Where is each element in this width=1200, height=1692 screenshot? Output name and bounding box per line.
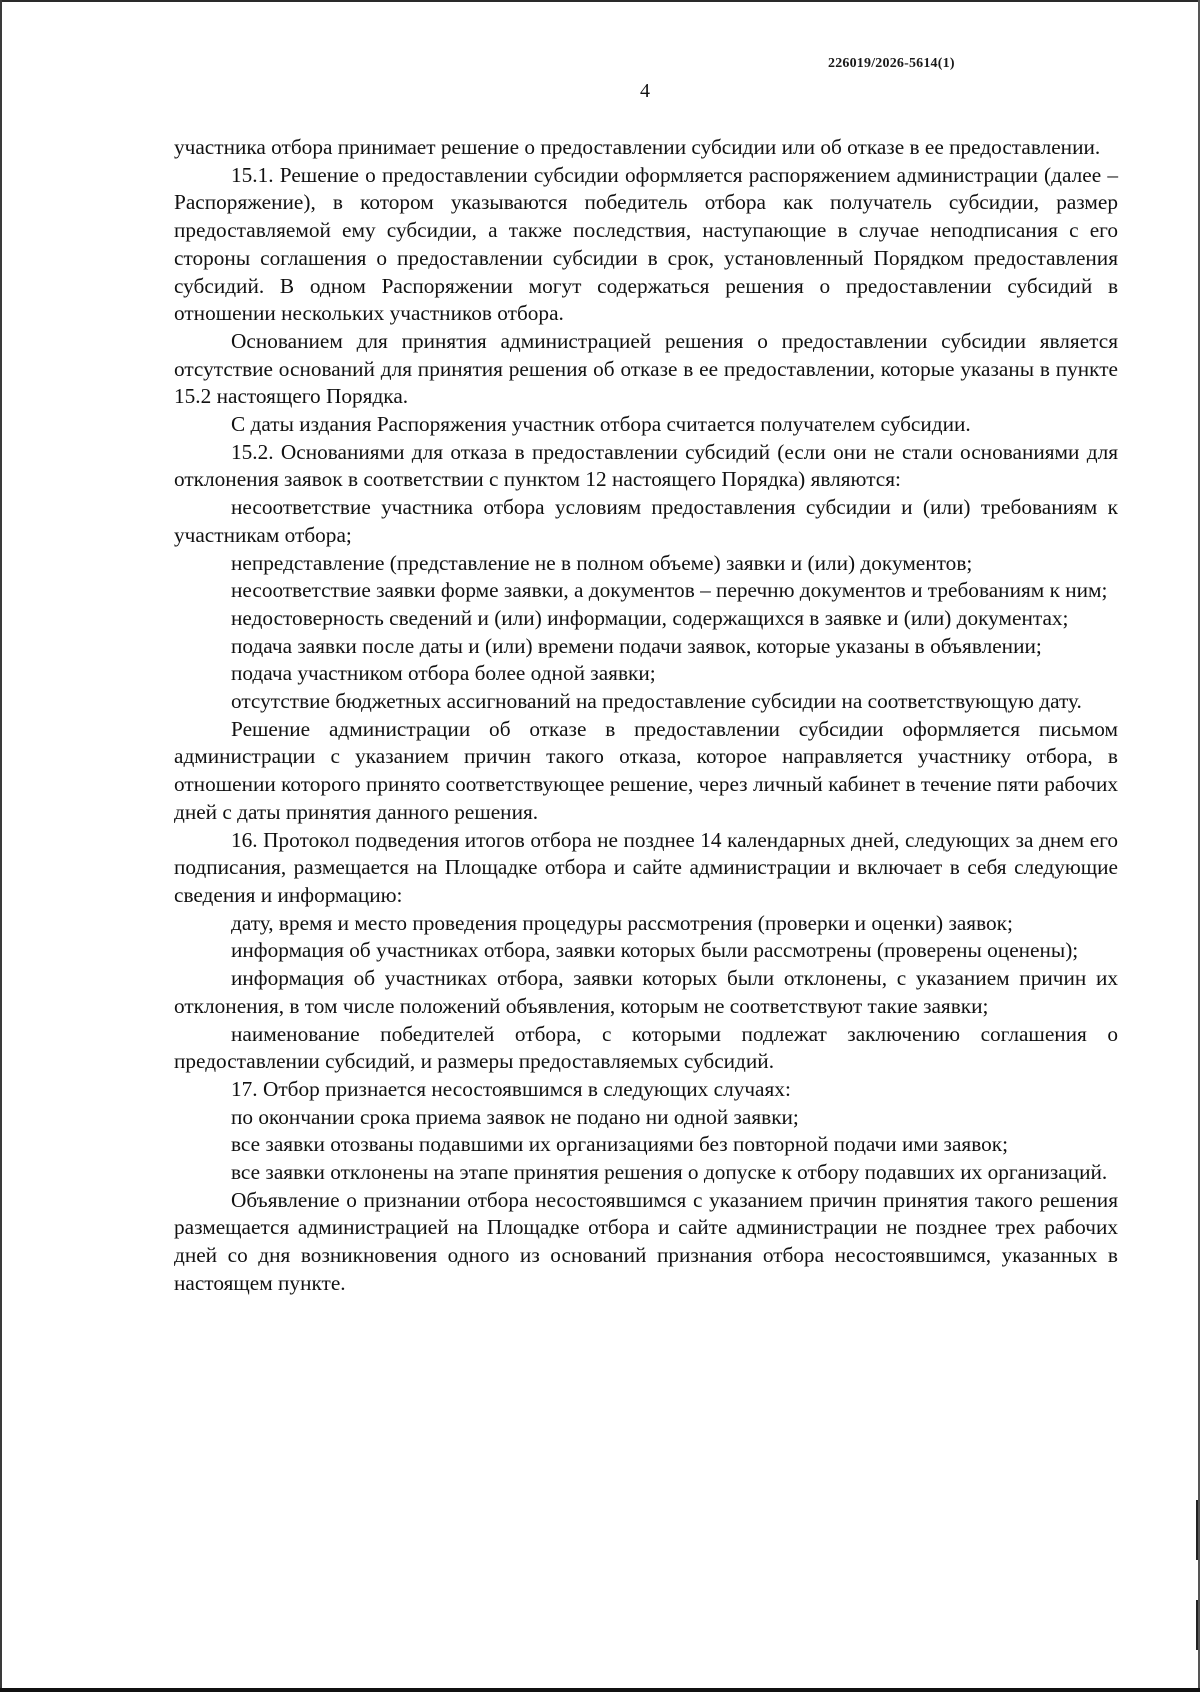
list-item: информация об участниках отбора, заявки которых были отклонены, с указанием причин их отклонения, в том числе положений объявления, которым не соответствуют такие заявки; (174, 966, 1118, 1018)
page-number: 4 (640, 80, 650, 102)
list-item: несоответствие заявки форме заявки, а документов – перечню документов и требованиям к ним; (231, 578, 1108, 603)
list-item: дату, время и место проведения процедуры рассмотрения (проверки и оценки) заявок; (231, 910, 1013, 935)
list-item: несоответствие участника отбора условиям предоставления субсидии и (или) требованиям к участникам отбора; (174, 495, 1118, 547)
list-item: информация об участниках отбора, заявки которых были рассмотрены (проверены оценены); (231, 938, 1079, 963)
paragraph: 16. Протокол подведения итогов отбора не позднее 14 календарных дней, следующих за днем его подписания, размещается на Площадке отбора и сайте администрации и включает в себя следующие сведения и информацию: (174, 827, 1118, 907)
list-item: все заявки отклонены на этапе принятия решения о допуске к отбору подавших их организаций. (231, 1160, 1108, 1185)
list-item: подача заявки после даты и (или) времени подачи заявок, которые указаны в объявлении; (231, 633, 1042, 658)
paragraph: участника отбора принимает решение о предоставлении субсидии или об отказе в ее предоставлении. (174, 135, 1101, 159)
list-item: непредставление (представление не в полном объеме) заявки и (или) документов; (231, 550, 973, 575)
scan-border-top (0, 0, 1200, 2)
document-body (174, 134, 1118, 1298)
list-item: все заявки отозваны подавшими их организациями без повторной подачи ими заявок; (231, 1132, 1009, 1157)
scan-border-left (0, 0, 2, 1692)
list-item: по окончании срока приема заявок не подано ни одной заявки; (231, 1104, 799, 1129)
paragraph: Объявление о признании отбора несостоявшимся с указанием причин принятия такого решения размещается администрацией на Площадке отбора и сайте администрации не позднее трех рабочих дней со дня возникновения одного из оснований признания отбора несостоявшимся, указанных в настоящем пункте. (174, 1187, 1118, 1295)
list-item: наименование победителей отбора, с которыми подлежат заключению соглашения о предоставлении субсидий, и размеры предоставляемых субсидий. (174, 1021, 1118, 1074)
document-id: 226019/2026-5614(1) (828, 56, 955, 71)
scan-border-bottom (0, 1688, 1200, 1692)
paragraph: 15.1. Решение о предоставлении субсидии оформляется распоряжением администрации (далее – Распоряжение), в котором указываются победитель отбора как получатель субсидии, размер предоставляемой ему субсидии, а также последствия, наступающие в случае неподписания с его стороны соглашения о предоставлении субсидии в срок, установленный Порядком предоставления субсидий. В одном Распоряжении могут содержаться решения о предоставлении субсидий в отношении нескольких участников отбора. (174, 162, 1118, 326)
scan-mark (1196, 1500, 1198, 1560)
list-item: отсутствие бюджетных ассигнований на предоставление субсидии на соответствующую дату. (231, 689, 1082, 714)
list-item: подача участником отбора более одной заявки; (231, 661, 656, 686)
paragraph: 15.2. Основаниями для отказа в предоставлении субсидий (если они не стали основаниями для отклонения заявок в соответствии с пунктом 12 настоящего Порядка) являются: (174, 439, 1118, 492)
paragraph: Основанием для принятия администрацией решения о предоставлении субсидии является отсутствие оснований для принятия решения об отказе в ее предоставлении, которые указаны в пункте 15.2 настоящего Порядка. (174, 328, 1118, 409)
paragraph: Решение администрации об отказе в предоставлении субсидии оформляется письмом администрации с указанием причин такого отказа, которое направляется участнику отбора, в отношении которого принято соответствующее решение, через личный кабинет в течение пяти рабочих дней с даты принятия данного решения. (174, 716, 1118, 824)
list-item: недостоверность сведений и (или) информации, содержащихся в заявке и (или) документах; (231, 605, 1069, 630)
paragraph: С даты издания Распоряжения участник отбора считается получателем субсидии. (231, 412, 971, 437)
paragraph: 17. Отбор признается несостоявшимся в следующих случаях: (231, 1076, 791, 1101)
scan-mark (1196, 1600, 1198, 1650)
